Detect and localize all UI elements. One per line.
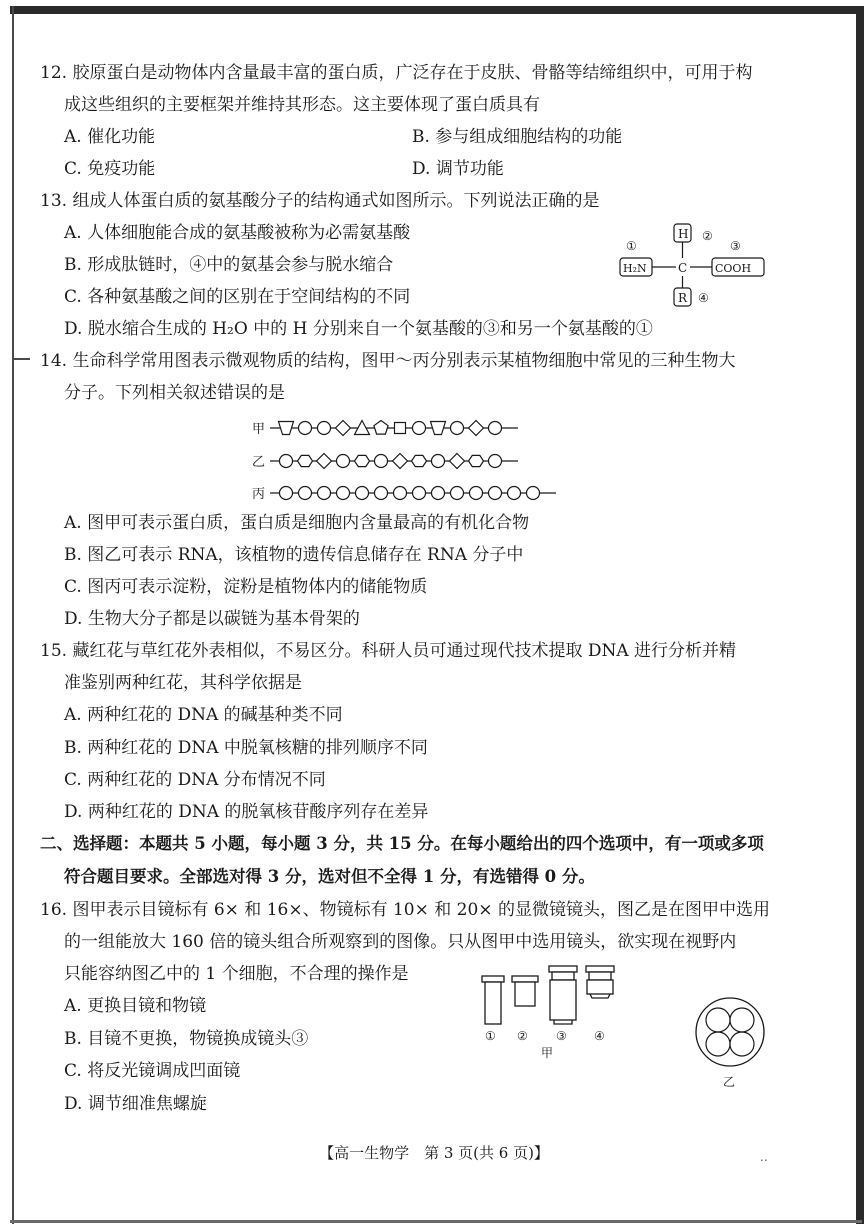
scan-border-bottom bbox=[10, 1220, 862, 1223]
cell-top-left bbox=[706, 1008, 730, 1032]
lens-2-label: ② bbox=[517, 1029, 528, 1043]
chain-label-jia: 甲 bbox=[252, 422, 266, 437]
chain-yi bbox=[270, 454, 518, 469]
figure-jia-label: 甲 bbox=[541, 1046, 554, 1060]
monomer-diam-10 bbox=[450, 454, 465, 469]
footer-mark: .. bbox=[760, 1150, 768, 1164]
q15-option-b: B. 两种红花的 DNA 中脱氧核糖的排列顺序不同 bbox=[64, 738, 428, 758]
monomer-circ-8 bbox=[413, 422, 426, 435]
field-of-view-circle bbox=[696, 998, 764, 1066]
q14-option-c: C. 图丙可表示淀粉，淀粉是植物体内的储能物质 bbox=[64, 577, 428, 597]
monomer-circ-8 bbox=[413, 487, 426, 500]
lens-4-thread bbox=[589, 972, 611, 980]
q16-option-c: C. 将反光镜调成凹面镜 bbox=[64, 1061, 241, 1081]
monomer-trap-1 bbox=[279, 422, 294, 435]
monomer-circ-14 bbox=[527, 487, 540, 500]
monomer-pent-6 bbox=[374, 421, 388, 435]
monomer-circ-10 bbox=[451, 487, 464, 500]
q16-stem-line3: 只能容纳图乙中的 1 个细胞，不合理的操作是 bbox=[64, 964, 409, 984]
q16-option-a: A. 更换目镜和物镜 bbox=[64, 996, 207, 1016]
q14-stem-line2: 分子。下列相关叙述错误的是 bbox=[64, 383, 285, 403]
monomer-hex-5 bbox=[355, 455, 370, 466]
monomer-circ-3 bbox=[318, 422, 331, 435]
q16-stem-line2: 的一组能放大 160 倍的镜头组合所观察到的图像。只从图甲中选用镜头，欲实现在视野内 bbox=[64, 932, 737, 952]
scan-border-right bbox=[856, 6, 864, 1224]
lens-2-rim bbox=[512, 976, 538, 982]
q12-option-c: C. 免疫功能 bbox=[64, 159, 156, 179]
q15-stem-line1: 15. 藏红花与草红花外表相似，不易区分。科研人员可通过现代技术提取 DNA 进行分析并精 bbox=[40, 641, 737, 661]
monomer-diam-4 bbox=[336, 421, 351, 436]
scan-border-left bbox=[12, 6, 14, 1224]
lens-3-barrel bbox=[550, 980, 576, 1020]
monomer-circ-7 bbox=[394, 487, 407, 500]
lens-3-cap bbox=[549, 966, 577, 972]
monomer-diam-3 bbox=[317, 454, 332, 469]
q15-option-a: A. 两种红花的 DNA 的碱基种类不同 bbox=[64, 705, 343, 725]
central-carbon: C bbox=[678, 261, 688, 275]
q14-stem-line1: 14. 生命科学常用图表示微观物质的结构，图甲～丙分别表示某植物细胞中常见的三种生物大 bbox=[40, 351, 736, 371]
lens-3-label: ③ bbox=[556, 1029, 567, 1043]
q12-stem-line2: 成这些组织的主要框架并维持其形态。这主要体现了蛋白质具有 bbox=[64, 95, 540, 115]
monomer-hex-11 bbox=[469, 455, 484, 466]
monomer-diam-11 bbox=[469, 421, 484, 436]
h-label: H bbox=[678, 227, 689, 241]
nh2-label: H₂N bbox=[623, 262, 647, 275]
lens-2-barrel bbox=[515, 982, 535, 1006]
lens-1-rim bbox=[482, 976, 504, 982]
page-footer: 【高一生物学 第 3 页(共 6 页)】 bbox=[319, 1144, 549, 1162]
q15-option-c: C. 两种红花的 DNA 分布情况不同 bbox=[64, 770, 326, 790]
cooh-label: COOH bbox=[715, 262, 752, 275]
monomer-circ-1 bbox=[280, 487, 293, 500]
section2-heading-line2: 符合题目要求。全部选对得 3 分，选对但不全得 1 分，有选错得 0 分。 bbox=[64, 867, 595, 886]
amino-acid-structure-figure bbox=[612, 218, 772, 310]
monomer-circ-2 bbox=[299, 487, 312, 500]
circled-number-3: ③ bbox=[730, 239, 741, 253]
monomer-circ-11 bbox=[470, 487, 483, 500]
q16-stem-line1: 16. 图甲表示目镜标有 6× 和 16×、物镜标有 10× 和 20× 的显微镜镜头，图乙是在图甲中选用 bbox=[40, 900, 770, 920]
cell-bottom-right bbox=[730, 1032, 754, 1056]
monomer-circ-12 bbox=[489, 422, 502, 435]
macromolecule-chains-figure bbox=[248, 414, 558, 504]
q13-option-b: B. 形成肽链时，④中的氨基会参与脱水缩合 bbox=[64, 255, 394, 275]
q12-option-a: A. 催化功能 bbox=[64, 127, 156, 147]
q16-option-b: B. 目镜不更换，物镜换成镜头③ bbox=[64, 1029, 309, 1049]
q14-option-d: D. 生物大分子都是以碳链为基本骨架的 bbox=[64, 609, 360, 629]
microscope-lenses-figure bbox=[474, 962, 624, 1062]
section2-heading-line1: 二、选择题：本题共 5 小题，每小题 3 分，共 15 分。在每小题给出的四个选项中，有一项或多项 bbox=[40, 834, 764, 853]
r-label: R bbox=[678, 291, 688, 305]
monomer-circ-5 bbox=[356, 487, 369, 500]
lens-1-barrel bbox=[485, 982, 501, 1024]
chain-label-yi: 乙 bbox=[252, 455, 266, 470]
lens-4-cap bbox=[586, 966, 614, 972]
monomer-circ-1 bbox=[280, 455, 293, 468]
microscope-field-figure bbox=[692, 996, 772, 1092]
q13-stem: 13. 组成人体蛋白质的氨基酸分子的结构通式如图所示。下列说法正确的是 bbox=[40, 191, 600, 211]
monomer-circ-4 bbox=[337, 455, 350, 468]
monomer-circ-12 bbox=[489, 455, 502, 468]
q13-option-d: D. 脱水缩合生成的 H₂O 中的 H 分别来自一个氨基酸的③和另一个氨基酸的① bbox=[64, 319, 653, 339]
circled-number-4: ④ bbox=[698, 291, 709, 305]
monomer-circ-10 bbox=[451, 422, 464, 435]
q15-option-d: D. 两种红花的 DNA 的脱氧核苷酸序列存在差异 bbox=[64, 802, 429, 822]
lens-3-thread bbox=[552, 972, 574, 980]
cell-bottom-left bbox=[706, 1032, 730, 1056]
lens-4-label: ④ bbox=[594, 1029, 605, 1043]
monomer-sq-7 bbox=[395, 423, 406, 434]
circled-number-1: ① bbox=[626, 239, 637, 253]
q15-stem-line2: 准鉴别两种红花，其科学依据是 bbox=[64, 673, 302, 693]
q12-stem-line1: 12. 胶原蛋白是动物体内含量最丰富的蛋白质，广泛存在于皮肤、骨骼等结缔组织中，可用于构 bbox=[40, 63, 753, 83]
monomer-circ-3 bbox=[318, 487, 331, 500]
margin-mark bbox=[12, 358, 30, 360]
monomer-circ-6 bbox=[375, 487, 388, 500]
cell-top-right bbox=[730, 1008, 754, 1032]
monomer-circ-4 bbox=[337, 487, 350, 500]
monomer-circ-6 bbox=[375, 455, 388, 468]
scan-border-top bbox=[10, 6, 862, 14]
q12-option-b: B. 参与组成细胞结构的功能 bbox=[412, 127, 623, 147]
q12-option-d: D. 调节功能 bbox=[412, 159, 504, 179]
monomer-hex-2 bbox=[298, 455, 313, 466]
monomer-circ-2 bbox=[299, 422, 312, 435]
monomer-circ-9 bbox=[432, 487, 445, 500]
q14-option-b: B. 图乙可表示 RNA，该植物的遗传信息储存在 RNA 分子中 bbox=[64, 545, 524, 565]
q14-option-a: A. 图甲可表示蛋白质，蛋白质是细胞内含量最高的有机化合物 bbox=[64, 513, 530, 533]
q13-option-c: C. 各种氨基酸之间的区别在于空间结构的不同 bbox=[64, 287, 411, 307]
chain-label-bing: 丙 bbox=[252, 487, 266, 502]
chain-bing bbox=[270, 487, 556, 500]
monomer-trap-9 bbox=[431, 422, 446, 435]
lens-4-barrel bbox=[587, 980, 613, 994]
monomer-diam-7 bbox=[393, 454, 408, 469]
q16-option-d: D. 调节细准焦螺旋 bbox=[64, 1094, 207, 1114]
monomer-circ-9 bbox=[432, 455, 445, 468]
monomer-circ-13 bbox=[508, 487, 521, 500]
lens-1-label: ① bbox=[485, 1029, 496, 1043]
monomer-circ-12 bbox=[489, 487, 502, 500]
monomer-hex-8 bbox=[412, 455, 427, 466]
chain-jia bbox=[270, 421, 518, 436]
circled-number-2: ② bbox=[702, 229, 713, 243]
q13-option-a: A. 人体细胞能合成的氨基酸被称为必需氨基酸 bbox=[64, 223, 411, 243]
figure-yi-label: 乙 bbox=[723, 1075, 736, 1089]
